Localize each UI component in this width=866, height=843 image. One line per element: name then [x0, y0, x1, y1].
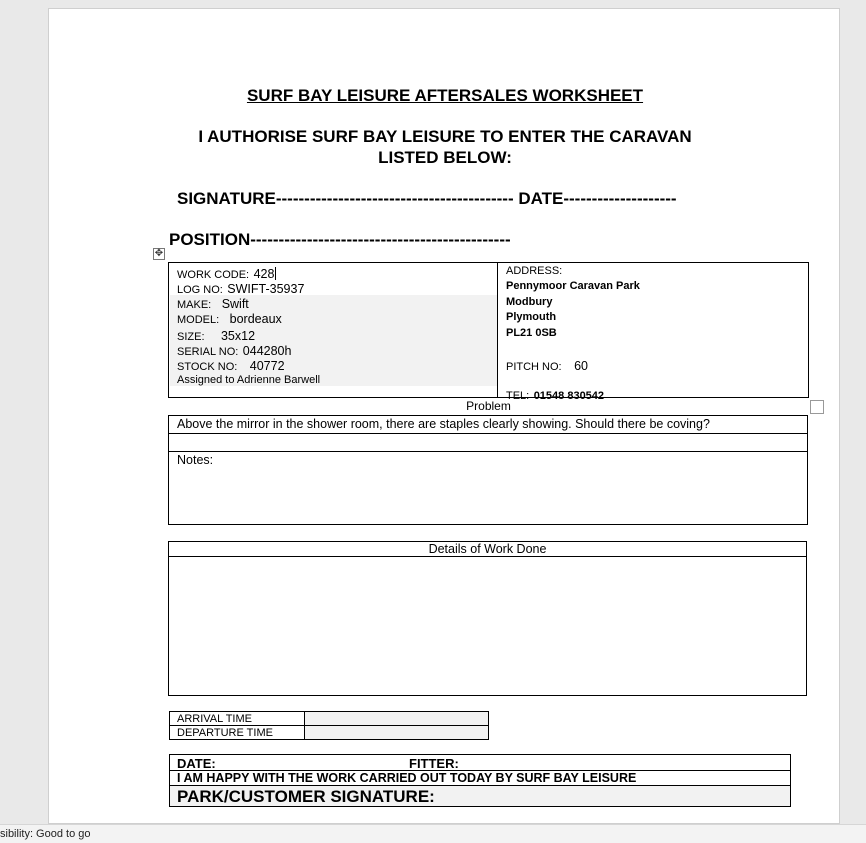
- tel-value: 01548 830542: [533, 390, 605, 402]
- departure-time-field[interactable]: [305, 726, 488, 739]
- pitch-label: PITCH NO:: [506, 361, 562, 373]
- text-cursor: [275, 267, 276, 280]
- stock-no-row: [177, 357, 285, 375]
- address-label: ADDRESS:: [506, 265, 563, 277]
- model-value: bordeaux: [229, 312, 282, 326]
- assigned-to: Assigned to Adrienne Barwell: [177, 374, 321, 386]
- position-line: POSITION----------------------------------------------: [169, 230, 511, 249]
- tel-label: TEL:: [506, 390, 530, 402]
- happy-statement: I AM HAPPY WITH THE WORK CARRIED OUT TODAY BY SURF BAY LEISURE: [177, 771, 637, 785]
- problem-divider-1: [169, 433, 807, 434]
- log-no-value: SWIFT-35937: [227, 282, 305, 296]
- address-line-2: Modbury: [506, 296, 553, 308]
- times-table: [169, 711, 489, 740]
- make-value: Swift: [221, 297, 249, 311]
- model-label: MODEL:: [177, 314, 220, 326]
- status-bar: [0, 824, 866, 843]
- table-move-handle-icon[interactable]: ✥: [154, 248, 164, 259]
- address-cell[interactable]: [497, 262, 809, 402]
- work-code-value[interactable]: 428: [253, 267, 275, 281]
- customer-signature-label: PARK/CUSTOMER SIGNATURE:: [177, 787, 435, 806]
- size-label: SIZE:: [177, 331, 205, 343]
- stock-no-label: STOCK NO:: [177, 361, 238, 373]
- problem-box[interactable]: [168, 415, 808, 525]
- work-code-label: WORK CODE:: [177, 269, 250, 281]
- document-page: [48, 8, 840, 824]
- worksheet-title: SURF BAY LEISURE AFTERSALES WORKSHEET: [246, 86, 644, 105]
- arrival-time-field[interactable]: [305, 712, 488, 725]
- problem-divider-2: [169, 451, 807, 452]
- date-label: DATE:: [177, 756, 216, 771]
- log-no-label: LOG NO:: [177, 284, 223, 296]
- serial-no-value: 044280h: [242, 344, 292, 358]
- address-line-1: Pennymoor Caravan Park: [506, 280, 640, 292]
- row-checkbox[interactable]: [810, 400, 824, 414]
- work-done-header: Details of Work Done: [169, 542, 806, 557]
- signature-line: SIGNATURE------------------------------------------ DATE--------------------: [177, 189, 677, 208]
- authorise-line-2: LISTED BELOW:: [378, 148, 512, 167]
- authorise-line-1: I AUTHORISE SURF BAY LEISURE TO ENTER THE CARAVAN: [198, 127, 692, 146]
- pitch-row: [506, 357, 588, 375]
- accessibility-status[interactable]: sibility: Good to go: [0, 828, 91, 840]
- stock-no-value: 40772: [249, 359, 285, 373]
- address-line-4: PL21 0SB: [506, 327, 557, 339]
- model-row: [177, 310, 282, 328]
- size-value: 35x12: [220, 329, 256, 343]
- fitter-label: FITTER:: [409, 756, 459, 771]
- work-done-box[interactable]: [168, 541, 807, 696]
- serial-no-label: SERIAL NO:: [177, 346, 239, 358]
- problem-header: Problem: [466, 399, 511, 413]
- departure-time-label: DEPARTURE TIME: [177, 727, 273, 739]
- notes-label: Notes:: [177, 453, 214, 467]
- arrival-time-label: ARRIVAL TIME: [177, 713, 252, 725]
- problem-text: Above the mirror in the shower room, there are staples clearly showing. Should there be coving?: [177, 417, 710, 431]
- signoff-table: [169, 754, 791, 807]
- address-line-3: Plymouth: [506, 311, 557, 323]
- make-label: MAKE:: [177, 299, 212, 311]
- vehicle-details-cell[interactable]: [168, 262, 498, 398]
- pitch-value: 60: [574, 359, 588, 373]
